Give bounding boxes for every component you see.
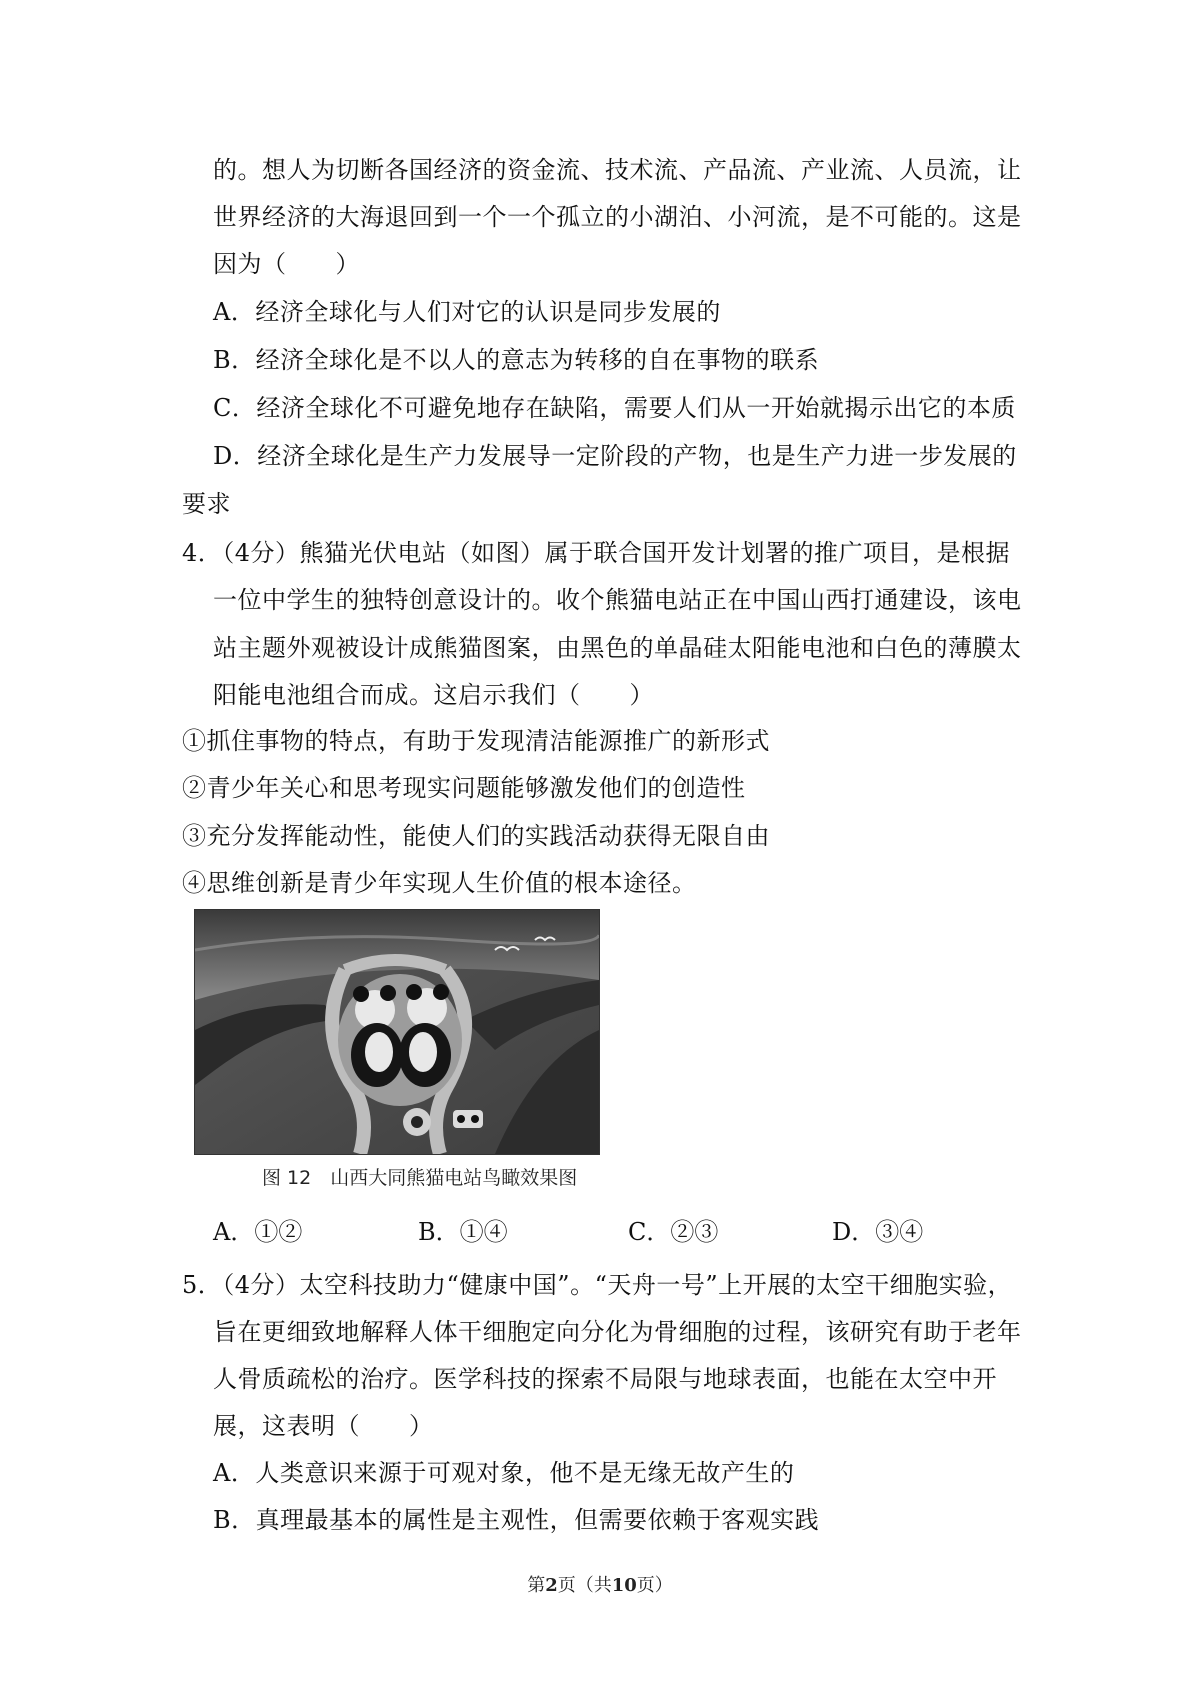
q4-option-c: C．②③ xyxy=(628,1218,719,1246)
q4-statement-1: ①抓住事物的特点，有助于发现清洁能源推广的新形式 xyxy=(182,727,770,755)
q3-option-d-cont: 要求 xyxy=(182,490,231,518)
footer-suffix: 页） xyxy=(636,1575,673,1596)
q5-option-a: A．人类意识来源于可观对象，他不是无缘无故产生的 xyxy=(213,1459,795,1487)
q4-option-b: B．①④ xyxy=(418,1218,508,1246)
figure-caption: 图 12 山西大同熊猫电站鸟瞰效果图 xyxy=(262,1167,578,1189)
panda-station-image xyxy=(195,910,599,1154)
page-footer xyxy=(0,1574,1200,1598)
q5-line-3: 人骨质疏松的治疗。医学科技的探索不局限与地球表面，也能在太空中开 xyxy=(213,1365,997,1393)
q5-line-1: 5．（4分）太空科技助力“健康中国”。“天舟一号”上开展的太空干细胞实验， xyxy=(182,1271,1013,1299)
q4-line-1: 4．（4分）熊猫光伏电站（如图）属于联合国开发计划署的推广项目，是根据 xyxy=(182,539,1011,567)
footer-prefix: 第 xyxy=(527,1575,546,1596)
q4-statement-4: ④思维创新是青少年实现人生价值的根本途径。 xyxy=(182,869,697,897)
q5-option-b: B．真理最基本的属性是主观性，但需要依赖于客观实践 xyxy=(213,1506,820,1534)
q3-line-1: 的。想人为切断各国经济的资金流、技术流、产品流、产业流、人员流，让 xyxy=(213,156,1022,184)
q5-line-4: 展，这表明（ ） xyxy=(213,1412,434,1440)
q3-option-a: A．经济全球化与人们对它的认识是同步发展的 xyxy=(213,298,721,326)
footer-middle: 页（共 xyxy=(557,1575,612,1596)
q4-line-3: 站主题外观被设计成熊猫图案，由黑色的单晶硅太阳能电池和白色的薄膜太 xyxy=(213,634,1022,662)
q3-option-b: B．经济全球化是不以人的意志为转移的自在事物的联系 xyxy=(213,346,820,374)
q3-option-d: D．经济全球化是生产力发展导一定阶段的产物，也是生产力进一步发展的 xyxy=(213,442,1017,470)
q3-line-3: 因为（ ） xyxy=(213,250,360,278)
q3-option-c: C．经济全球化不可避免地存在缺陷，需要人们从一开始就揭示出它的本质 xyxy=(213,394,1016,422)
q4-statement-2: ②青少年关心和思考现实问题能够激发他们的创造性 xyxy=(182,774,746,802)
q4-option-a: A．①② xyxy=(213,1218,303,1246)
q5-line-2: 旨在更细致地解释人体干细胞定向分化为骨细胞的过程，该研究有助于老年 xyxy=(213,1318,1022,1346)
q4-line-4: 阳能电池组合而成。这启示我们（ ） xyxy=(213,681,654,709)
footer-page-number: 2 xyxy=(545,1575,558,1596)
q3-line-2: 世界经济的大海退回到一个一个孤立的小湖泊、小河流，是不可能的。这是 xyxy=(213,203,1022,231)
q4-line-2: 一位中学生的独特创意设计的。收个熊猫电站正在中国山西打通建设，该电 xyxy=(213,586,1022,614)
footer-total-pages: 10 xyxy=(611,1575,637,1596)
q4-option-d: D．③④ xyxy=(832,1218,924,1246)
panda-station-figure xyxy=(194,909,600,1155)
q4-statement-3: ③充分发挥能动性，能使人们的实践活动获得无限自由 xyxy=(182,822,770,850)
